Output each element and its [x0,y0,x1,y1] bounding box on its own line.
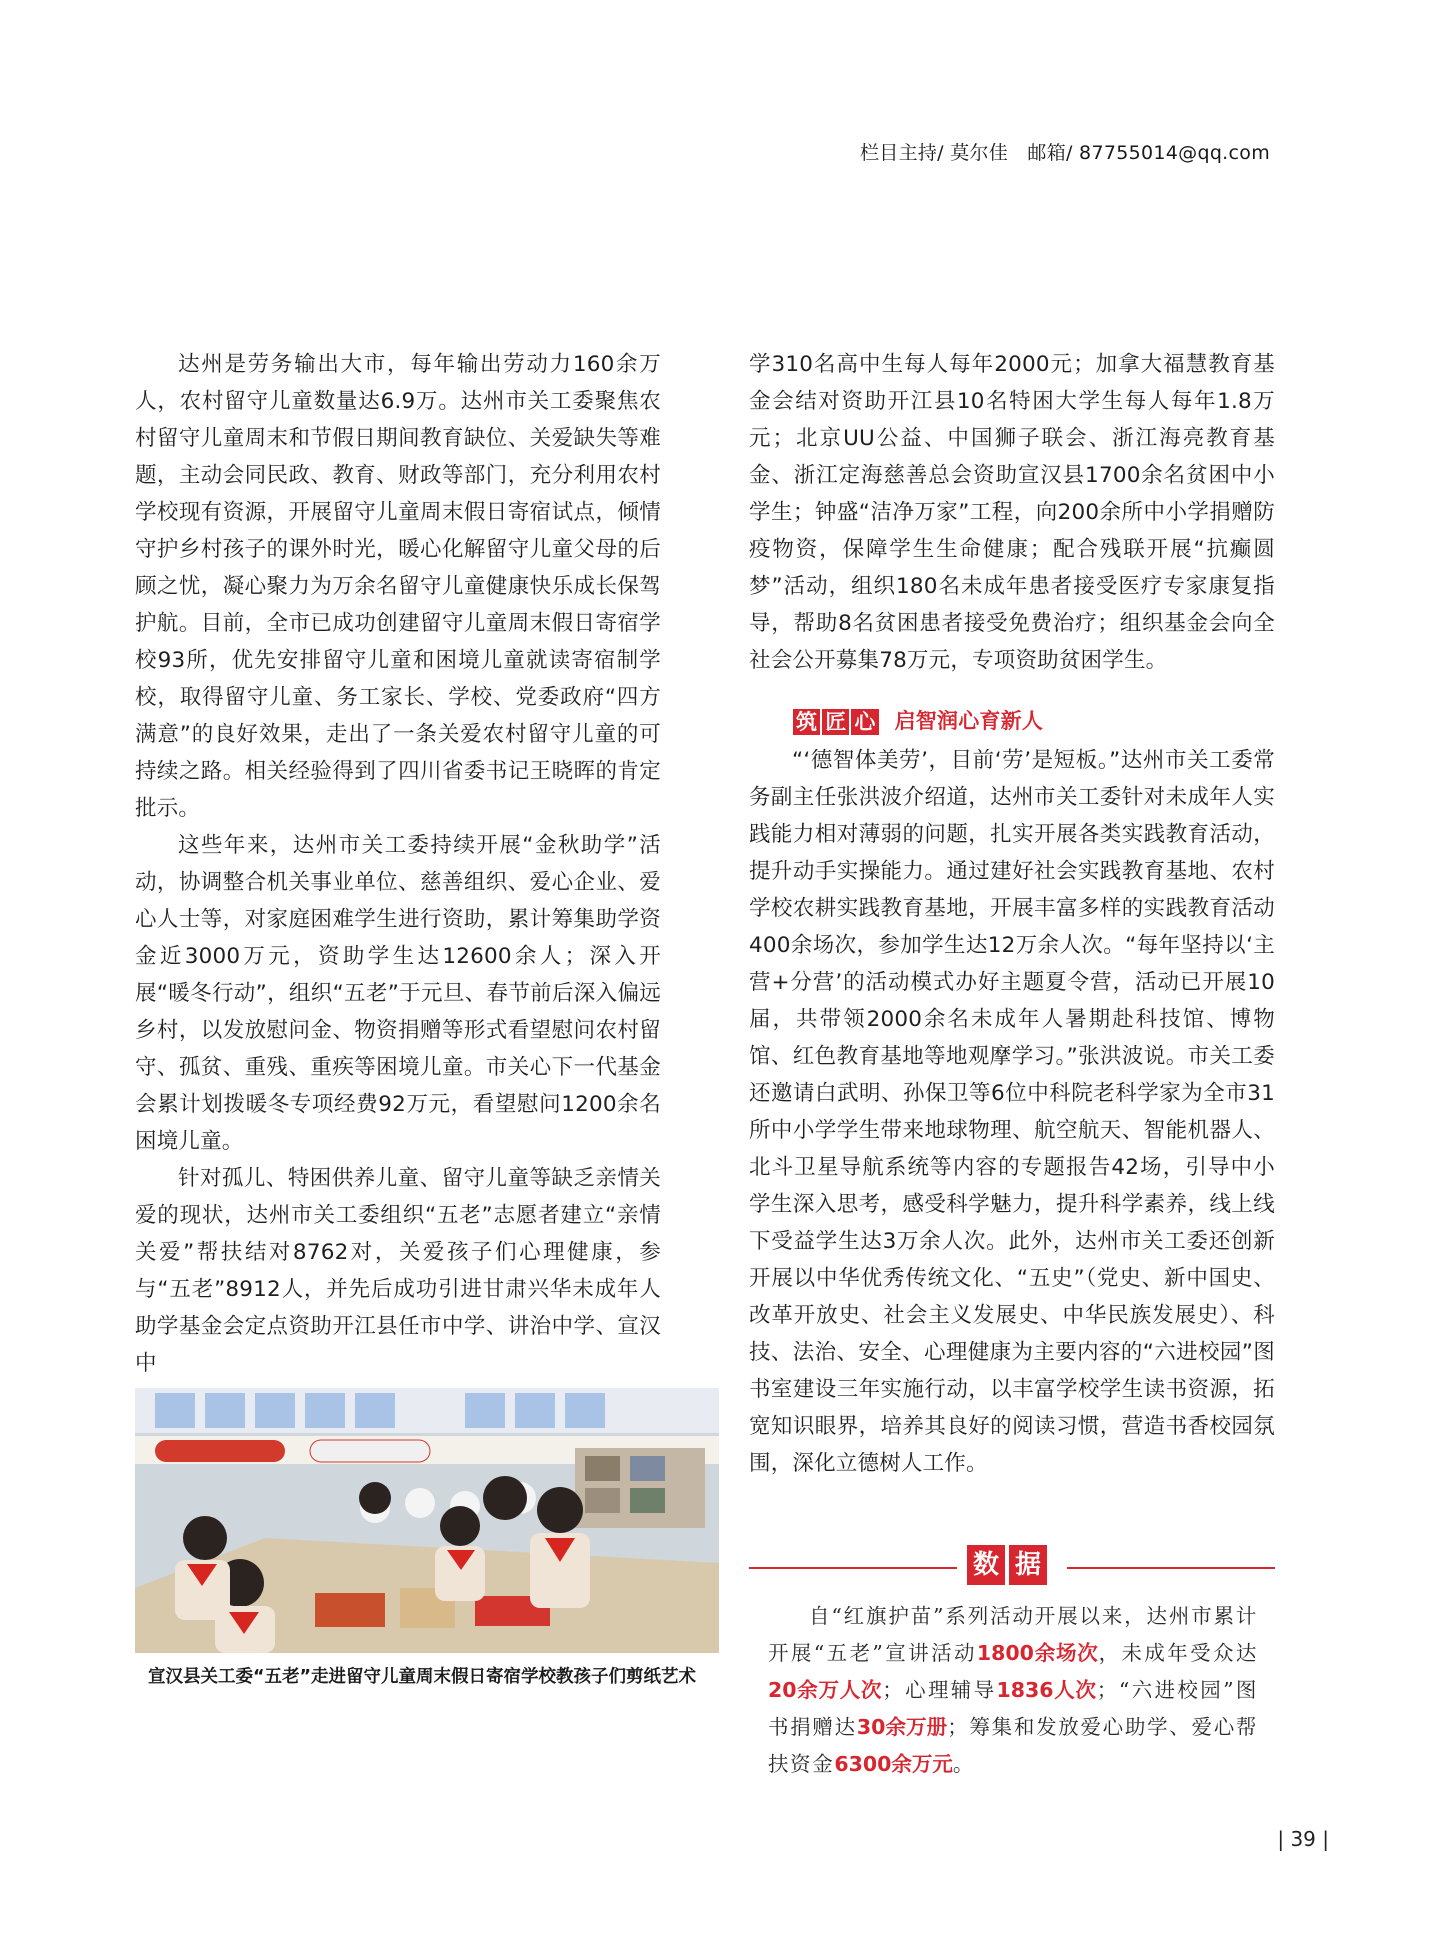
highlight-number: 30余万册 [856,1715,948,1739]
data-text-run: ，未成年受众达 [1098,1641,1258,1665]
highlight-number: 6300余万元 [834,1752,953,1776]
paragraph: 这些年来，达州市关工委持续开展“金秋助学”活动，协调整合机关事业单位、慈善组织、爱心企业、爱心人士等，对家庭困难学生进行资助，累计筹集助学资金近3000万元，资助学生达12600余人；深入开展“暖冬行动”，组织“五老”于元旦、春节前后深入偏远乡村，以发放慰问金、物资捐赠等形式看望慰问农村留守、孤贫、重残、重疾等困境儿童。市关心下一代基金会累计划拨暖冬专项经费92万元，看望慰问1200余名困境儿童。 [135,833,661,1154]
section-heading [793,703,1275,740]
page-number: | 39 | [1277,1827,1329,1851]
data-text-run: ；筹集和发放爱心助学、爱心帮扶资金 [768,1715,1258,1776]
data-text-run: 。 [952,1752,975,1776]
highlight-number: 20余万人次 [768,1678,883,1702]
data-text-run: 自“红旗护苗”系列活动开展以来，达州市累计开展“五老”宣讲活动 [768,1604,1258,1665]
photo-caption: 宣汉县关工委“五老”走进留守儿童周末假日寄宿学校教孩子们剪纸艺术 [148,1667,697,1687]
paragraph: “‘德智体美劳’，目前‘劳’是短板。”达州市关工委常务副主任张洪波介绍道，达州市关工委针对未成年人实践能力相对薄弱的问题，扎实开展各类实践教育活动，提升动手实操能力。通过建好社会实践教育基地、农村学校农耕实践教育基地，开展丰富多样的实践教育活动400余场次，参加学生达12万余人次。“每年坚持以‘主营+分营’的活动模式办好主题夏令营，活动已开展10届，共带领2000余名未成年人暑期赴科技馆、博物馆、红色教育基地等地观摩学习。”张洪波说。市关工委还邀请白武明、孙保卫等6位中科院老科学家为全市31所中小学学生带来地球物理、航空航天、智能机器人、北斗卫星导航系统等内容的专题报告42场，引导中小学生深入思考，感受科学魅力，提升科学素养，线上线下受益学生达3万余人次。此外，达州市关工委还创新开展以中华优秀传统文化、“五史”（党史、新中国史、改革开放史、社会主义发展史、中华民族发展史）、科技、法治、安全、心理健康为主要内容的“六进校园”图书室建设三年实施行动，以丰富学校学生读书资源，拓宽知识眼界，培养其良好的阅读习惯，营造书香校园氛围，深化立德树人工作。 [749,748,1275,1476]
article-photo [135,1388,719,1653]
column-header: 栏目主持/ 莫尔佳 邮箱/ 87755014@qq.com [859,142,1270,164]
divider [1067,1567,1275,1569]
data-title-char: 据 [1009,1545,1047,1585]
highlight-number: 1836人次 [996,1678,1097,1702]
data-text-run: ；“六进校园”图书捐赠达 [768,1678,1259,1739]
left-column [135,346,661,1382]
classroom-photo-illustration [135,1388,719,1653]
data-box [768,1598,1258,1783]
data-text [768,1598,1258,1783]
divider [749,1567,957,1569]
section-badge [793,709,879,735]
data-text-run: ；心理辅导 [882,1678,997,1702]
section-badge-char: 匠 [822,709,849,735]
paragraph: 针对孤儿、特困供养儿童、留守儿童等缺乏亲情关爱的现状，达州市关工委组织“五老”志愿者建立“亲情关爱”帮扶结对8762对，关爱孩子们心理健康，参与“五老”8912人，并先后成功引进甘肃兴华未成年人助学基金会定点资助开江县任市中学、讲治中学、宣汉中 [135,1166,661,1376]
paragraph: 学310名高中生每人每年2000元；加拿大福慧教育基金会结对资助开江县10名特困大学生每人每年1.8万元；北京UU公益、中国狮子联会、浙江海亮教育基金、浙江定海慈善总会资助宣汉县1700余名贫困中小学生；钟盛“洁净万家”工程，向200余所中小学捐赠防疫物资，保障学生生命健康；配合残联开展“抗癫圆梦”活动，组织180名未成年患者接受医疗专家康复指导，帮助8名贫困患者接受免费治疗；组织基金会向全社会公开募集78万元，专项资助贫困学生。 [749,352,1275,673]
section-badge-char: 筑 [793,709,820,735]
section-title: 启智润心育新人 [894,709,1044,733]
data-title-char: 数 [967,1545,1005,1585]
section-badge-char: 心 [851,709,878,735]
data-box-heading [749,1543,1275,1593]
right-column [749,346,1275,1482]
paragraph: 达州是劳务输出大市，每年输出劳动力160余万人，农村留守儿童数量达6.9万。达州市关工委聚焦农村留守儿童周末和节假日期间教育缺位、关爱缺失等难题，主动会同民政、教育、财政等部门，充分利用农村学校现有资源，开展留守儿童周末假日寄宿试点，倾情守护乡村孩子的课外时光，暖心化解留守儿童父母的后顾之忧，凝心聚力为万余名留守儿童健康快乐成长保驾护航。目前，全市已成功创建留守儿童周末假日寄宿学校93所，优先安排留守儿童和困境儿童就读寄宿制学校，取得留守儿童、务工家长、学校、党委政府“四方满意”的良好效果，走出了一条关爱农村留守儿童的可持续之路。相关经验得到了四川省委书记王晓晖的肯定批示。 [135,352,661,821]
highlight-number: 1800余场次 [976,1641,1099,1665]
